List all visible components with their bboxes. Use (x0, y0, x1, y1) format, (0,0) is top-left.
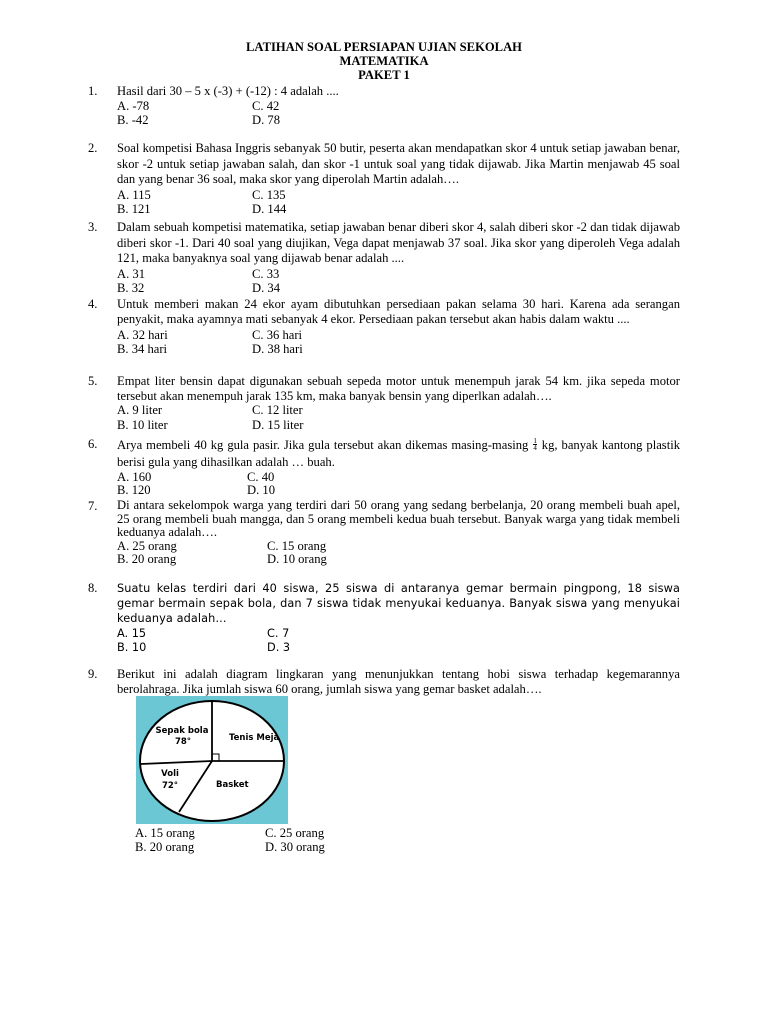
option-c: C. 40 (247, 470, 275, 484)
label-tenis-meja: Tenis Meja (229, 733, 280, 743)
question-text: Soal kompetisi Bahasa Inggris sebanyak 50 butir, peserta akan mendapatkan skor 4 untuk setiap jawaban benar, skor -2 untuk setiap jawaban salah, dan skor -1 untuk soal yang tidak dijawab. Jika Martin menjawab 45 soal dan yang benar 36 soal, maka skor yang diperolah Martin adalah…. (117, 141, 680, 187)
question-6 (88, 437, 680, 498)
option-b: B. -42 (117, 113, 149, 128)
question-number: 7. (88, 499, 98, 513)
option-d: D. 144 (252, 202, 287, 217)
label-sepak-bola: Sepak bola (155, 726, 209, 736)
question-text (117, 437, 680, 471)
question-9-options (88, 826, 680, 854)
question-number: 6. (88, 437, 98, 451)
question-text: Untuk memberi makan 24 ekor ayam dibutuhkan persediaan pakan selama 30 hari. Karena ada serangan penyakit, maka ayamnya mati sebanyak 4 ekor. Persediaan pakan tersebut akan habis dalam waktu .... (117, 297, 680, 327)
question-number: 3. (88, 220, 98, 234)
option-c: C. 12 liter (252, 403, 303, 418)
question-1 (88, 84, 680, 128)
label-basket: Basket (216, 780, 249, 790)
question-2 (88, 141, 680, 217)
option-a: A. 32 hari (117, 327, 168, 342)
pie-chart (136, 696, 288, 824)
question-number: 4. (88, 297, 98, 311)
question-text: Suatu kelas terdiri dari 40 siswa, 25 siswa di antaranya gemar bermain pingpong, 18 siswa gemar bermain sepak bola, dan 7 siswa tidak menyukai keduanya. Banyak siswa yang menyukai keduanya adalah... (117, 582, 680, 626)
option-b: B. 121 (117, 202, 151, 217)
question-text-part-1: Arya membeli 40 kg gula pasir. Jika gula tersebut akan dikemas masing-masing (117, 438, 529, 452)
title-line-2: MATEMATIKA (339, 54, 429, 68)
question-number: 9. (88, 667, 98, 681)
question-number: 2. (88, 141, 98, 155)
option-d: D. 34 (252, 281, 280, 296)
option-c: C. 42 (252, 98, 280, 113)
option-b: B. 34 hari (117, 342, 168, 357)
question-7 (88, 499, 680, 567)
option-d: D. 10 (247, 483, 275, 498)
option-a: A. 31 (117, 266, 145, 281)
question-5 (88, 374, 680, 432)
option-a: A. 25 orang (117, 538, 177, 553)
option-b: B. 20 orang (117, 552, 177, 567)
option-a: A. 15 (117, 626, 147, 640)
option-c: C. 33 (252, 266, 280, 281)
option-d: D. 15 liter (252, 417, 304, 432)
question-number: 5. (88, 374, 98, 388)
option-c: C. 7 (267, 626, 290, 640)
option-c: C. 135 (252, 187, 286, 202)
option-d: D. 3 (267, 641, 291, 655)
option-a: A. 115 (117, 187, 151, 202)
question-9 (88, 667, 680, 698)
option-a: A. 160 (117, 470, 152, 484)
option-d: D. 78 (252, 113, 280, 128)
option-b: B. 120 (117, 483, 151, 498)
option-b: B. 10 (117, 641, 147, 655)
question-4 (88, 297, 680, 357)
option-d: D. 10 orang (267, 552, 327, 567)
fraction-one-quarter (533, 438, 537, 451)
question-text: Berikut ini adalah diagram lingkaran yang menunjukkan tentang hobi siswa terhadap kegemarannya berolahraga. Jika jumlah siswa 60 orang, jumlah siswa yang gemar basket adalah…. (117, 667, 680, 697)
question-text-part-2: kg, banyak kantong plastik berisi gula yang dihasilkan adalah … buah. (117, 438, 680, 469)
question-text: Hasil dari 30 – 5 x (-3) + (-12) : 4 adalah .... (117, 84, 339, 98)
title-line-3: PAKET 1 (358, 68, 410, 82)
option-a: A. 15 orang (135, 826, 195, 840)
question-number: 1. (88, 84, 98, 98)
option-c: C. 25 orang (265, 826, 325, 840)
label-sepak-bola-degrees: 78° (174, 737, 192, 747)
question-text: Empat liter bensin dapat digunakan sebuah sepeda motor untuk menempuh jarak 54 km. jika sepeda motor tersebut akan menempuh jarak 135 km, maka banyak bensin yang diperlkan adalah…. (117, 374, 680, 403)
option-c: C. 15 orang (267, 538, 327, 553)
question-8 (88, 581, 680, 656)
option-a: A. 9 liter (117, 403, 163, 418)
title-line-1: LATIHAN SOAL PERSIAPAN UJIAN SEKOLAH (246, 40, 522, 54)
option-b: B. 32 (117, 281, 145, 296)
label-voli-degrees: 72° (161, 781, 179, 791)
document-header (0, 40, 768, 82)
question-3 (88, 220, 680, 296)
label-voli: Voli (161, 769, 179, 779)
option-d: D. 38 hari (252, 342, 303, 357)
option-c: C. 36 hari (252, 327, 303, 342)
fraction-denominator: 4 (533, 443, 537, 452)
option-d: D. 30 orang (265, 840, 325, 854)
pie-chart-svg (136, 696, 288, 824)
question-text: Dalam sebuah kompetisi matematika, setiap jawaban benar diberi skor 4, salah diberi skor -2 dan tidak dijawab diberi skor -1. Dari 40 soal yang diujikan, Vega dapat menjawab 37 soal. Jika skor yang diperoleh Vega adalah 121, maka banyaknya soal yang dijawab benar adalah .... (117, 220, 680, 266)
question-text: Di antara sekelompok warga yang terdiri dari 50 orang yang sedang berbelanja, 20 orang membeli buah apel, 25 orang membeli buah mangga, dan 5 orang membeli kedua buah tersebut. Banyak warga yang tidak membeli keduanya adalah…. (117, 498, 680, 540)
option-b: B. 10 liter (117, 417, 168, 432)
option-a: A. -78 (117, 98, 150, 113)
fraction-numerator: 1 (533, 436, 537, 445)
question-number: 8. (88, 581, 98, 595)
option-b: B. 20 orang (135, 840, 195, 854)
